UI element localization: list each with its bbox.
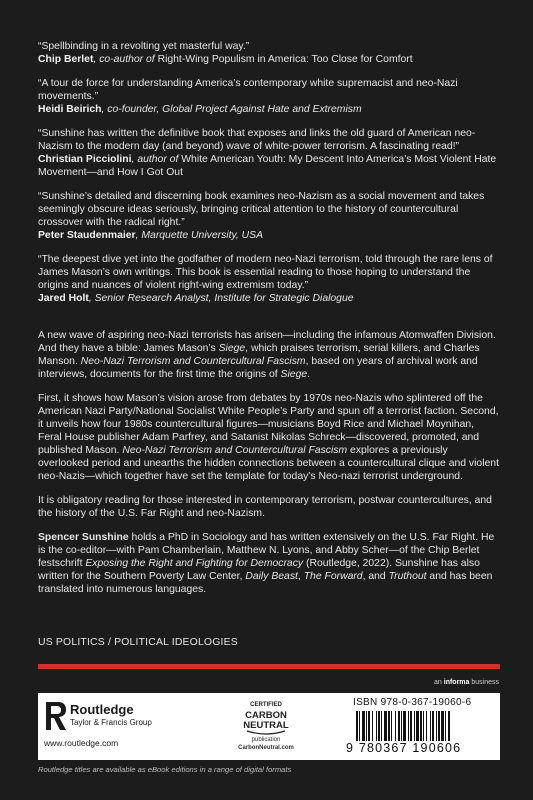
routledge-logo-icon bbox=[44, 700, 68, 732]
author-bio: Spencer Sunshine holds a PhD in Sociology and has written extensively on the U.S. Far Right. He is the co-editor—with Pam Chamberlain, Matthew N. Lyons, and Abby Scher—of the Chip Berlet festschrift Exposing the Right and Fighting for Democracy (Routledge, 2022). Sunshine has also written for the Southern Poverty Law Center, Daily Beast, The Forward, and Truthout and has been translated into numerous languages. bbox=[38, 532, 495, 595]
quote-attribution: Chip Berlet, co-author of Right-Wing Populism in America: Too Close for Comfort bbox=[38, 54, 413, 65]
carbon-publication: publication bbox=[251, 737, 281, 743]
back-cover-text bbox=[38, 40, 500, 607]
barcode-digits: 9 780367 190606 bbox=[346, 741, 500, 755]
ebook-note: Routledge titles are available as eBook editions in a range of digital formats bbox=[38, 765, 292, 774]
subject-category: US POLITICS / POLITICAL IDEOLOGIES bbox=[38, 637, 238, 648]
quote-attribution: Peter Staudenmaier, Marquette University, USA bbox=[38, 230, 264, 241]
quote-text: “Spellbinding in a revolting yet masterful way.” bbox=[38, 41, 250, 52]
informa-tagline: an informa business bbox=[434, 679, 499, 686]
endorsement bbox=[38, 253, 500, 305]
endorsements bbox=[38, 40, 500, 305]
description-paragraph: First, it shows how Mason’s vision arose from debates by 1970s neo-Nazis who splintered off the American Nazi Party/National Socialist White People’s Party and spun off a terrorist faction. Second, it unveils how four 1980s countercultural figures—musicians Boyd Rice and Michael Moynihan, Feral House publisher Adam Parfrey, and Satanist Nikolas Schreck—discovered, promoted, and published Mason. Neo-Nazi Terrorism and Countercultural Fascism explores a previously overlooked period and unearths the hidden connections between a countercultural clique and violent neo-Nazis—which together have set the template for today’s Neo-nazi terrorist underground. bbox=[38, 393, 499, 482]
quote-text: “Sunshine has written the definitive book that exposes and links the old guard of American neo-Nazism to the modern day (and beyond) wave of white-power terrorism. A fascinating read!” bbox=[38, 128, 476, 152]
publisher-panel bbox=[38, 693, 500, 760]
quote-attribution: Jared Holt, Senior Research Analyst, Institute for Strategic Dialogue bbox=[38, 293, 354, 304]
endorsement bbox=[38, 190, 500, 242]
endorsement bbox=[38, 40, 500, 66]
quote-attribution: Heidi Beirich, co-founder, Global Project Against Hate and Extremism bbox=[38, 104, 362, 115]
endorsement bbox=[38, 127, 500, 179]
carbon-main2-label: NEUTRAL bbox=[243, 720, 289, 731]
publisher-url: www.routledge.com bbox=[44, 738, 119, 748]
quote-attribution: Christian Picciolini, author of White American Youth: My Descent Into America’s Most Violent Hate Movement—and How I Got Out bbox=[38, 154, 497, 178]
publisher-group: Taylor & Francis Group bbox=[70, 718, 152, 727]
endorsement bbox=[38, 77, 500, 116]
quote-text: “A tour de force for understanding America’s contemporary white supremacist and neo-Nazi movements.” bbox=[38, 78, 458, 102]
quote-text: “The deepest dive yet into the godfather of modern neo-Nazi terrorism, told through the rare lens of James Mason’s own writings. This book is essential reading to those hoping to understand the origins and nuances of violent right-wing extremism today.” bbox=[38, 254, 493, 291]
description-paragraph: A new wave of aspiring neo-Nazi terrorists has arisen—including the infamous Atomwaffen Division. And they have a bible: James Mason’s Siege, which praises terrorism, serial killers, and Charles Manson. Neo-Nazi Terrorism and Countercultural Fascism, based on years of archival work and interviews, documents for the first time the origins of Siege. bbox=[38, 330, 496, 380]
barcode-icon bbox=[356, 711, 496, 745]
accent-bar bbox=[38, 664, 500, 669]
publisher-name: Routledge bbox=[70, 702, 134, 717]
carbon-url: CarbonNeutral.com bbox=[238, 745, 294, 751]
carbon-top-label: CERTIFIED bbox=[250, 702, 282, 708]
book-description bbox=[38, 329, 500, 596]
description-paragraph: It is obligatory reading for those interested in contemporary terrorism, postwar countercultures, and the history of the U.S. Far Right and neo-Nazism. bbox=[38, 495, 492, 519]
quote-text: “Sunshine’s detailed and discerning book examines neo-Nazism as a social movement and takes seemingly obscure ideas seriously, bringing critical attention to the history of countercultural crossover with the radical right.” bbox=[38, 191, 485, 228]
isbn-label: ISBN 978-0-367-19060-6 bbox=[353, 697, 472, 708]
carbon-main1-label: CARBON bbox=[245, 710, 287, 721]
carbon-neutral-icon bbox=[243, 697, 289, 737]
